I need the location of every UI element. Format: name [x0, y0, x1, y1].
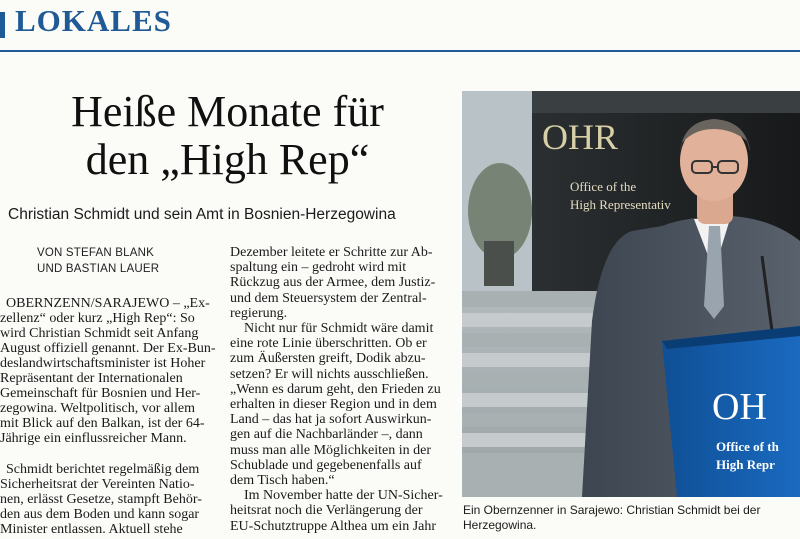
- text-line: Dezember leitete er Schritte zur Ab-: [230, 245, 433, 260]
- article-column-1: [0, 0, 218, 537]
- photo-illustration: [462, 91, 800, 497]
- podium-line-2: High Repr: [716, 457, 775, 472]
- headline-line-1: Heiße Monate für: [71, 87, 384, 136]
- podium-logo-text: OH: [712, 386, 767, 428]
- article-subheadline: Christian Schmidt und sein Amt in Bosnien-Herzegowina: [8, 206, 396, 223]
- sign-line-1: Office of the: [570, 179, 637, 194]
- text-line: zum Äußersten greift, Dodik abzu-: [230, 351, 426, 367]
- byline-line-2: UND BASTIAN LAUER: [37, 263, 160, 275]
- article-photo: [462, 91, 800, 497]
- text-line: Im November hatte der UN-Sicher-: [244, 488, 443, 504]
- text-line: Sicherheitsrat der Vereinten Natio-: [0, 476, 195, 492]
- text-line: Jährige ein einflussreicher Mann.: [0, 431, 187, 447]
- text-line: spaltung ein – gedroht wird mit: [230, 260, 407, 276]
- text-line: setzen? Er will nichts ausschließen.: [230, 366, 429, 382]
- text-line: OBERNZENN/SARAJEWO – „Ex-: [6, 296, 210, 311]
- text-line: und dem Steuersystem der Zentral-: [230, 290, 427, 306]
- text-line: regierung.: [230, 305, 288, 321]
- headline-line-2: den „High Rep“: [85, 135, 370, 184]
- text-line: EU-Schutztruppe Althea um ein Jahr: [230, 518, 437, 534]
- text-line: „Wenn es darum geht, den Frieden zu: [230, 381, 441, 397]
- sign-logo-text: OHR: [542, 117, 619, 157]
- text-line: gen auf die Nachbarländer –, dann: [230, 427, 423, 443]
- sign-line-2: High Representativ: [570, 197, 671, 212]
- text-line: nen, erlässt Gesetze, stampft Behör-: [0, 491, 202, 507]
- text-line: deslandwirtschaftsminister ist Hoher: [0, 356, 206, 372]
- text-line: heitsrat noch die Verlängerung der: [230, 503, 423, 519]
- text-line: dem Tisch haben.“: [230, 473, 335, 488]
- article-column-2: [230, 0, 452, 533]
- text-line: Gemeinschaft für Bosnien und Her-: [0, 386, 201, 402]
- byline-line-1: VON STEFAN BLANK: [37, 247, 154, 259]
- text-line: eine rote Linie überschritten. Ob er: [230, 336, 427, 352]
- text-line: wird Christian Schmidt seit Anfang: [0, 326, 199, 342]
- text-line: zellenz“ oder kurz „High Rep“: So: [0, 311, 195, 327]
- text-line: August offiziell genannt. Der Ex-Bun-: [0, 341, 216, 357]
- text-line: Rückzug aus der Armee, dem Justiz-: [230, 275, 436, 291]
- text-line: mit Blick auf den Balkan, ist der 64-: [0, 416, 205, 432]
- text-line: Schublade und gegebenenfalls auf: [230, 457, 422, 473]
- text-line: erhalten in dieser Region und in dem: [230, 397, 437, 412]
- text-line: zegowina. Weltpolitisch, vor allem: [0, 401, 195, 417]
- text-line: Nicht nur für Schmidt wäre damit: [244, 321, 434, 336]
- text-line: Schmidt berichtet regelmäßig dem: [6, 461, 200, 477]
- text-line: Repräsentant der Internationalen: [0, 371, 183, 387]
- caption-line-1: Ein Obernzenner in Sarajewo: Christian Schmidt bei der: [463, 503, 761, 517]
- photo-caption: [463, 503, 800, 532]
- text-line: Land – das hat ja sofort Auswirkun-: [230, 412, 432, 428]
- text-line: Minister entlassen. Aktuell stehe: [0, 521, 183, 537]
- caption-line-2: Herzegowina.: [463, 517, 537, 532]
- text-line: den aus dem Boden und kann sogar: [0, 506, 200, 522]
- section-title: LOKALES: [15, 3, 172, 38]
- podium-line-1: Office of th: [716, 439, 779, 454]
- text-line: muss man alle Möglichkeiten in der: [230, 442, 432, 458]
